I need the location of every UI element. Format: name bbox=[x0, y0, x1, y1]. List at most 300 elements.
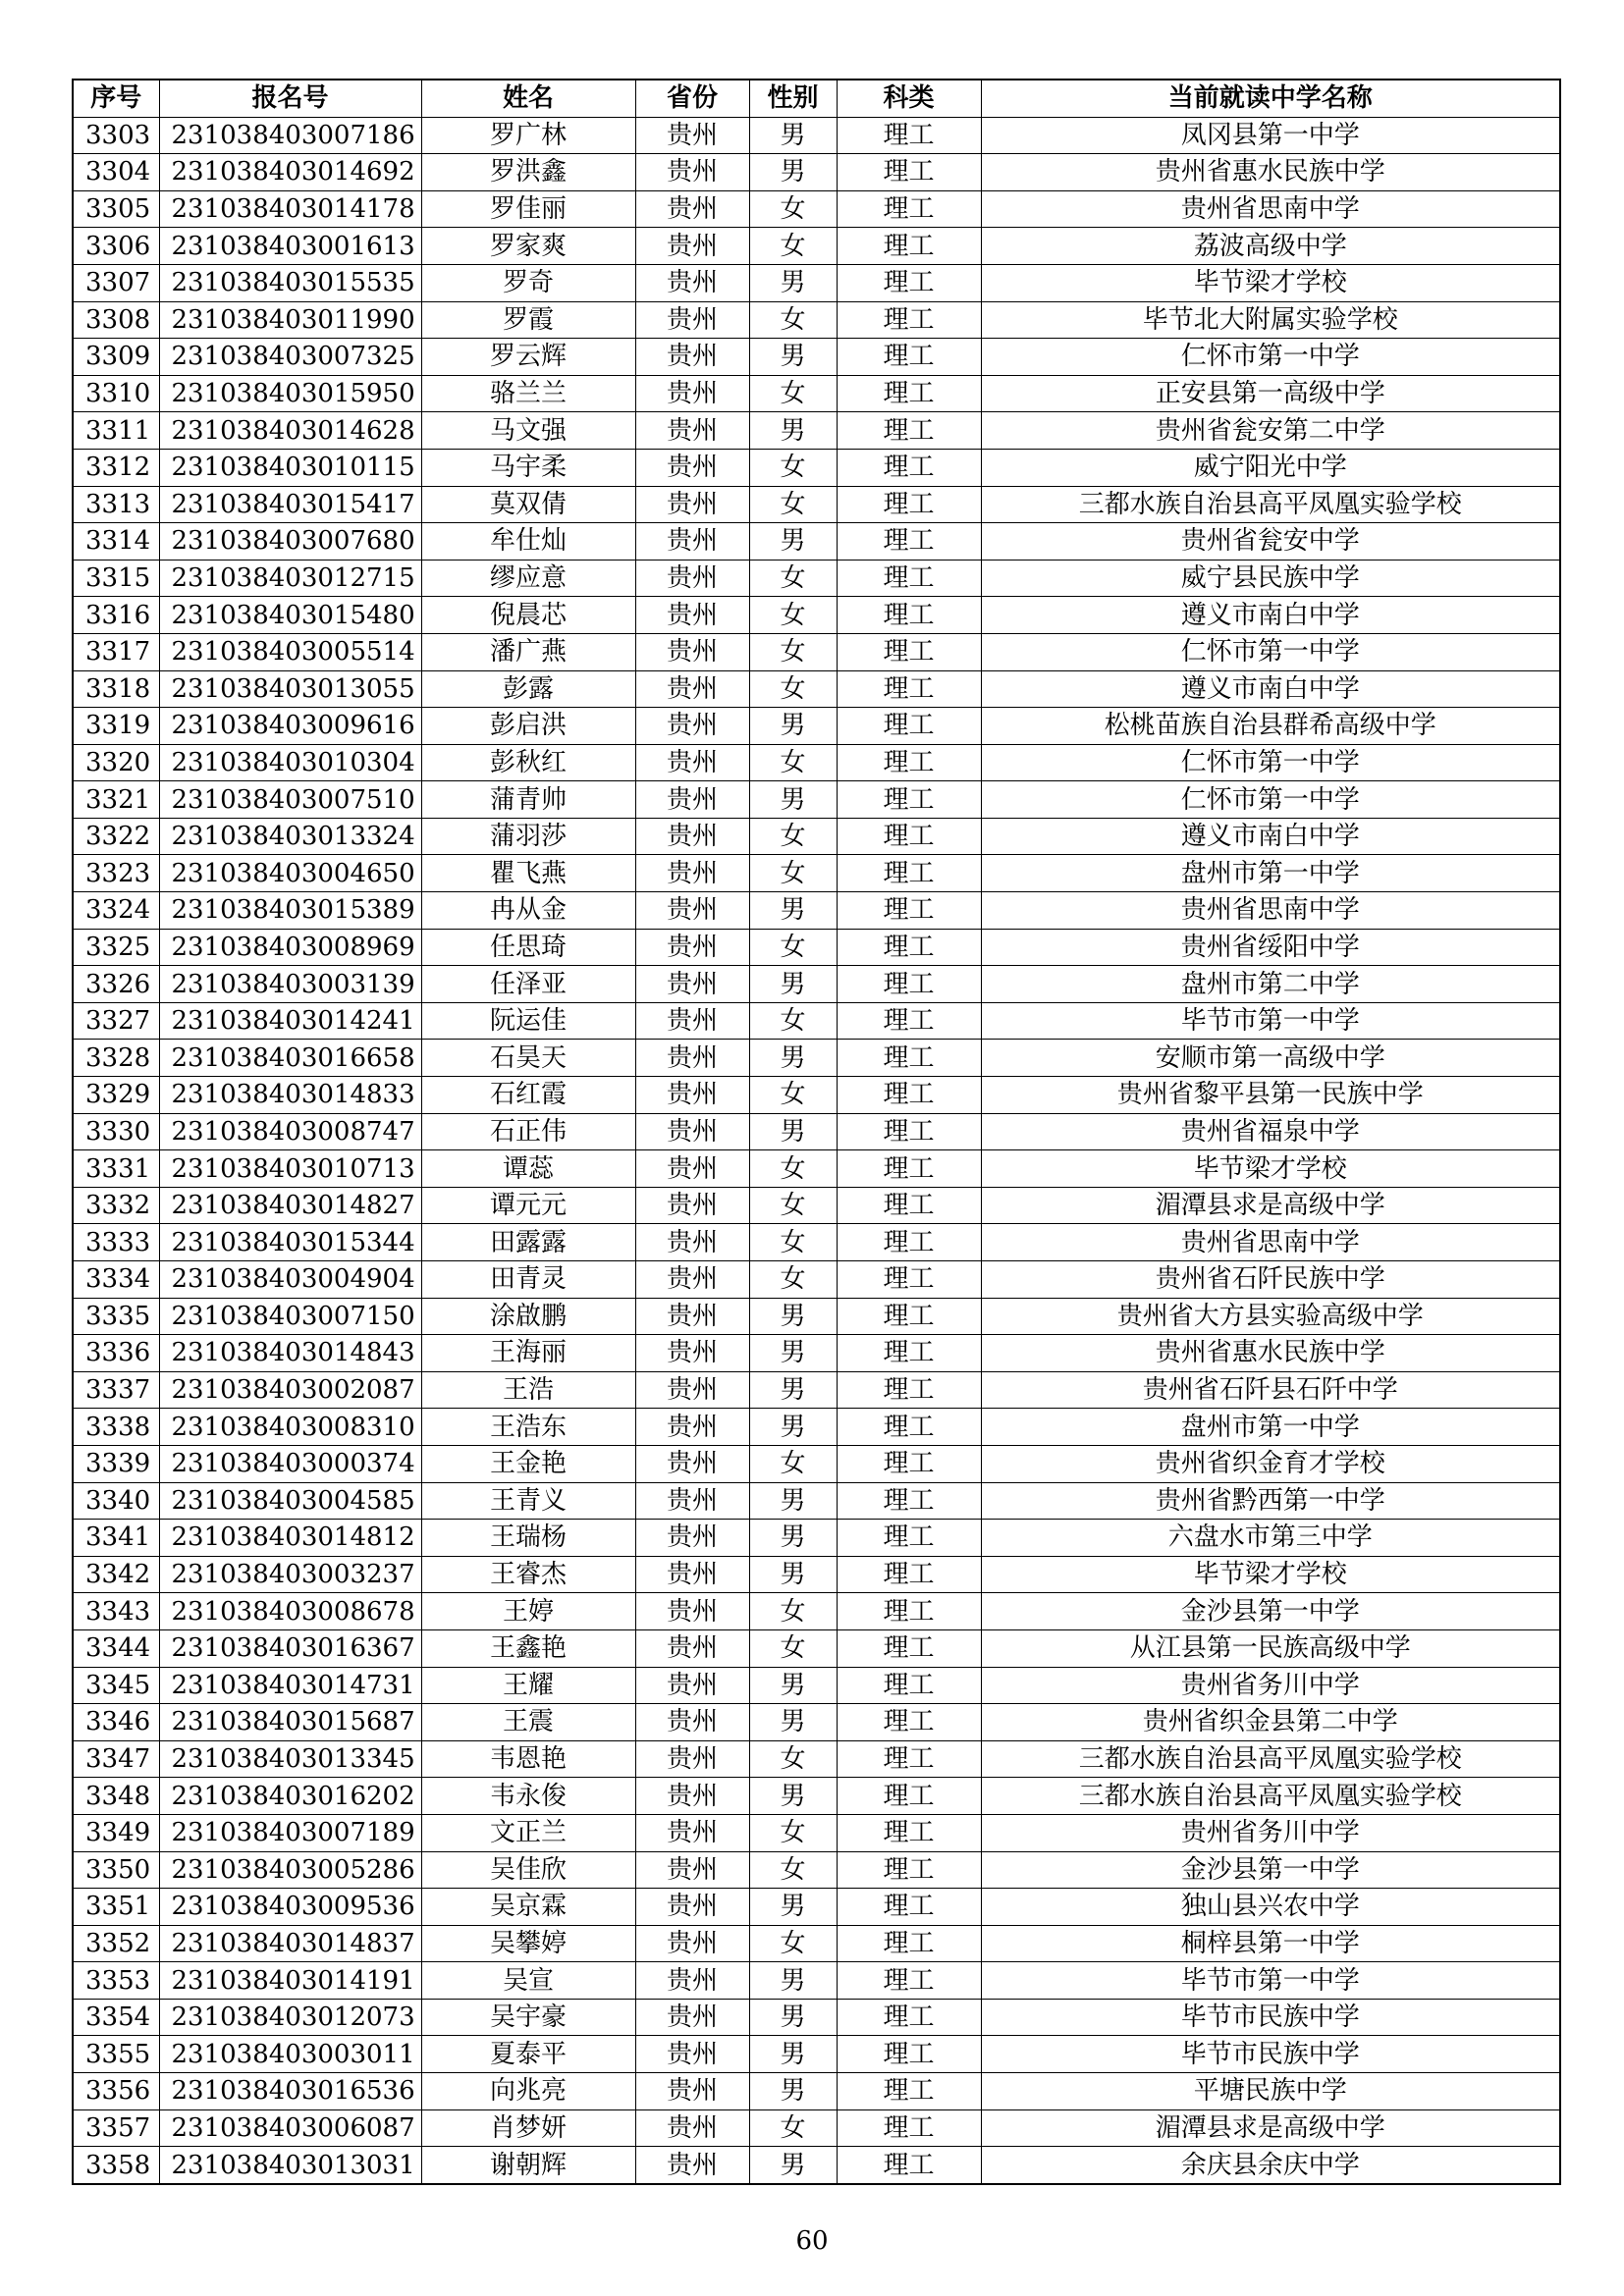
registration-number-cell: 231038403016367 bbox=[159, 1629, 421, 1667]
registration-number-cell: 231038403008310 bbox=[159, 1409, 421, 1446]
school-cell: 盘州市第一中学 bbox=[981, 855, 1560, 892]
gender-cell: 男 bbox=[749, 339, 837, 376]
school-cell: 贵州省务川中学 bbox=[981, 1667, 1560, 1704]
table-row bbox=[73, 1077, 1560, 1114]
registration-number-cell: 231038403016202 bbox=[159, 1778, 421, 1815]
province-cell: 贵州 bbox=[635, 1150, 749, 1188]
school-cell: 金沙县第一中学 bbox=[981, 1593, 1560, 1630]
province-cell: 贵州 bbox=[635, 966, 749, 1003]
name-cell: 文正兰 bbox=[421, 1814, 635, 1851]
name-cell: 蒲羽莎 bbox=[421, 818, 635, 855]
index-cell: 3309 bbox=[73, 339, 159, 376]
category-cell: 理工 bbox=[837, 1520, 981, 1557]
index-cell: 3342 bbox=[73, 1556, 159, 1593]
category-cell: 理工 bbox=[837, 708, 981, 745]
province-cell: 贵州 bbox=[635, 1740, 749, 1778]
school-cell: 毕节北大附属实验学校 bbox=[981, 301, 1560, 339]
school-cell: 贵州省织金育才学校 bbox=[981, 1445, 1560, 1482]
name-cell: 彭启洪 bbox=[421, 708, 635, 745]
category-cell: 理工 bbox=[837, 818, 981, 855]
gender-cell: 男 bbox=[749, 2036, 837, 2073]
table-row bbox=[73, 1593, 1560, 1630]
table-row bbox=[73, 301, 1560, 339]
registration-number-cell: 231038403014827 bbox=[159, 1187, 421, 1224]
index-cell: 3303 bbox=[73, 117, 159, 154]
category-cell: 理工 bbox=[837, 1150, 981, 1188]
school-cell: 遵义市南白中学 bbox=[981, 670, 1560, 708]
gender-cell: 男 bbox=[749, 1667, 837, 1704]
gender-cell: 男 bbox=[749, 2073, 837, 2110]
index-cell: 3334 bbox=[73, 1261, 159, 1299]
index-cell: 3337 bbox=[73, 1371, 159, 1409]
name-cell: 倪晨芯 bbox=[421, 597, 635, 634]
name-cell: 涂啟鹏 bbox=[421, 1298, 635, 1335]
table-row bbox=[73, 1925, 1560, 1962]
province-cell: 贵州 bbox=[635, 1261, 749, 1299]
header-gender: 性别 bbox=[749, 80, 837, 117]
name-cell: 王浩 bbox=[421, 1371, 635, 1409]
province-cell: 贵州 bbox=[635, 412, 749, 450]
category-cell: 理工 bbox=[837, 744, 981, 781]
registration-number-cell: 231038403014833 bbox=[159, 1077, 421, 1114]
table-row bbox=[73, 1445, 1560, 1482]
category-cell: 理工 bbox=[837, 2109, 981, 2147]
category-cell: 理工 bbox=[837, 486, 981, 523]
gender-cell: 男 bbox=[749, 2147, 837, 2184]
category-cell: 理工 bbox=[837, 301, 981, 339]
province-cell: 贵州 bbox=[635, 892, 749, 930]
name-cell: 王浩东 bbox=[421, 1409, 635, 1446]
registration-number-cell: 231038403015344 bbox=[159, 1224, 421, 1261]
school-cell: 凤冈县第一中学 bbox=[981, 117, 1560, 154]
name-cell: 王海丽 bbox=[421, 1335, 635, 1372]
province-cell: 贵州 bbox=[635, 855, 749, 892]
category-cell: 理工 bbox=[837, 375, 981, 412]
gender-cell: 女 bbox=[749, 1851, 837, 1889]
province-cell: 贵州 bbox=[635, 301, 749, 339]
index-cell: 3312 bbox=[73, 449, 159, 486]
gender-cell: 女 bbox=[749, 855, 837, 892]
province-cell: 贵州 bbox=[635, 449, 749, 486]
name-cell: 王震 bbox=[421, 1704, 635, 1741]
province-cell: 贵州 bbox=[635, 228, 749, 265]
registration-number-cell: 231038403004650 bbox=[159, 855, 421, 892]
gender-cell: 女 bbox=[749, 1445, 837, 1482]
gender-cell: 女 bbox=[749, 1002, 837, 1040]
province-cell: 贵州 bbox=[635, 486, 749, 523]
registration-number-cell: 231038403007510 bbox=[159, 781, 421, 819]
gender-cell: 女 bbox=[749, 1814, 837, 1851]
school-cell: 贵州省思南中学 bbox=[981, 190, 1560, 228]
table-body bbox=[73, 117, 1560, 2184]
school-cell: 遵义市南白中学 bbox=[981, 818, 1560, 855]
table-row bbox=[73, 1371, 1560, 1409]
registration-number-cell: 231038403007325 bbox=[159, 339, 421, 376]
gender-cell: 男 bbox=[749, 523, 837, 561]
province-cell: 贵州 bbox=[635, 1778, 749, 1815]
name-cell: 马文强 bbox=[421, 412, 635, 450]
school-cell: 贵州省思南中学 bbox=[981, 1224, 1560, 1261]
index-cell: 3328 bbox=[73, 1040, 159, 1077]
registration-number-cell: 231038403005514 bbox=[159, 633, 421, 670]
index-cell: 3313 bbox=[73, 486, 159, 523]
province-cell: 贵州 bbox=[635, 1409, 749, 1446]
province-cell: 贵州 bbox=[635, 1814, 749, 1851]
gender-cell: 男 bbox=[749, 1335, 837, 1372]
province-cell: 贵州 bbox=[635, 2073, 749, 2110]
registration-number-cell: 231038403014812 bbox=[159, 1520, 421, 1557]
table-row bbox=[73, 1482, 1560, 1520]
school-cell: 盘州市第二中学 bbox=[981, 966, 1560, 1003]
province-cell: 贵州 bbox=[635, 633, 749, 670]
category-cell: 理工 bbox=[837, 2036, 981, 2073]
registration-number-cell: 231038403001613 bbox=[159, 228, 421, 265]
table-row bbox=[73, 2147, 1560, 2184]
province-cell: 贵州 bbox=[635, 1667, 749, 1704]
index-cell: 3324 bbox=[73, 892, 159, 930]
province-cell: 贵州 bbox=[635, 597, 749, 634]
name-cell: 王青义 bbox=[421, 1482, 635, 1520]
category-cell: 理工 bbox=[837, 1851, 981, 1889]
category-cell: 理工 bbox=[837, 1335, 981, 1372]
table-row bbox=[73, 1335, 1560, 1372]
gender-cell: 男 bbox=[749, 1556, 837, 1593]
index-cell: 3308 bbox=[73, 301, 159, 339]
province-cell: 贵州 bbox=[635, 1002, 749, 1040]
registration-number-cell: 231038403004585 bbox=[159, 1482, 421, 1520]
registration-number-cell: 231038403007150 bbox=[159, 1298, 421, 1335]
gender-cell: 女 bbox=[749, 670, 837, 708]
category-cell: 理工 bbox=[837, 1224, 981, 1261]
province-cell: 贵州 bbox=[635, 818, 749, 855]
category-cell: 理工 bbox=[837, 855, 981, 892]
school-cell: 贵州省石阡县石阡中学 bbox=[981, 1371, 1560, 1409]
name-cell: 石红霞 bbox=[421, 1077, 635, 1114]
gender-cell: 女 bbox=[749, 486, 837, 523]
name-cell: 蒲青帅 bbox=[421, 781, 635, 819]
school-cell: 六盘水市第三中学 bbox=[981, 1520, 1560, 1557]
registration-number-cell: 231038403016536 bbox=[159, 2073, 421, 2110]
registration-number-cell: 231038403011990 bbox=[159, 301, 421, 339]
school-cell: 威宁县民族中学 bbox=[981, 560, 1560, 597]
province-cell: 贵州 bbox=[635, 560, 749, 597]
school-cell: 三都水族自治县高平凤凰实验学校 bbox=[981, 486, 1560, 523]
province-cell: 贵州 bbox=[635, 2036, 749, 2073]
table-row bbox=[73, 1851, 1560, 1889]
header-registration-number: 报名号 bbox=[159, 80, 421, 117]
gender-cell: 男 bbox=[749, 1298, 837, 1335]
registration-number-cell: 231038403015687 bbox=[159, 1704, 421, 1741]
table-row bbox=[73, 1040, 1560, 1077]
index-cell: 3323 bbox=[73, 855, 159, 892]
registration-number-cell: 231038403000374 bbox=[159, 1445, 421, 1482]
gender-cell: 女 bbox=[749, 597, 837, 634]
gender-cell: 女 bbox=[749, 818, 837, 855]
name-cell: 韦恩艳 bbox=[421, 1740, 635, 1778]
registration-number-cell: 231038403015480 bbox=[159, 597, 421, 634]
registration-number-cell: 231038403016658 bbox=[159, 1040, 421, 1077]
category-cell: 理工 bbox=[837, 1298, 981, 1335]
name-cell: 夏泰平 bbox=[421, 2036, 635, 2073]
school-cell: 毕节梁才学校 bbox=[981, 1556, 1560, 1593]
category-cell: 理工 bbox=[837, 1113, 981, 1150]
table-row bbox=[73, 486, 1560, 523]
name-cell: 彭露 bbox=[421, 670, 635, 708]
category-cell: 理工 bbox=[837, 1040, 981, 1077]
school-cell: 贵州省惠水民族中学 bbox=[981, 154, 1560, 191]
province-cell: 贵州 bbox=[635, 523, 749, 561]
province-cell: 贵州 bbox=[635, 2147, 749, 2184]
name-cell: 吴攀婷 bbox=[421, 1925, 635, 1962]
name-cell: 王耀 bbox=[421, 1667, 635, 1704]
gender-cell: 女 bbox=[749, 1261, 837, 1299]
table-row bbox=[73, 1814, 1560, 1851]
category-cell: 理工 bbox=[837, 560, 981, 597]
name-cell: 马宇柔 bbox=[421, 449, 635, 486]
gender-cell: 女 bbox=[749, 228, 837, 265]
registration-number-cell: 231038403014837 bbox=[159, 1925, 421, 1962]
index-cell: 3322 bbox=[73, 818, 159, 855]
registration-number-cell: 231038403015535 bbox=[159, 264, 421, 301]
registration-number-cell: 231038403014843 bbox=[159, 1335, 421, 1372]
school-cell: 贵州省绥阳中学 bbox=[981, 929, 1560, 966]
province-cell: 贵州 bbox=[635, 708, 749, 745]
index-cell: 3349 bbox=[73, 1814, 159, 1851]
province-cell: 贵州 bbox=[635, 1999, 749, 2036]
name-cell: 任泽亚 bbox=[421, 966, 635, 1003]
category-cell: 理工 bbox=[837, 1002, 981, 1040]
registration-number-cell: 231038403003237 bbox=[159, 1556, 421, 1593]
province-cell: 贵州 bbox=[635, 670, 749, 708]
gender-cell: 女 bbox=[749, 1593, 837, 1630]
name-cell: 罗佳丽 bbox=[421, 190, 635, 228]
name-cell: 阮运佳 bbox=[421, 1002, 635, 1040]
gender-cell: 女 bbox=[749, 190, 837, 228]
name-cell: 任思琦 bbox=[421, 929, 635, 966]
gender-cell: 女 bbox=[749, 375, 837, 412]
registration-number-cell: 231038403007680 bbox=[159, 523, 421, 561]
index-cell: 3332 bbox=[73, 1187, 159, 1224]
table-row bbox=[73, 264, 1560, 301]
registration-number-cell: 231038403015417 bbox=[159, 486, 421, 523]
school-cell: 荔波高级中学 bbox=[981, 228, 1560, 265]
index-cell: 3338 bbox=[73, 1409, 159, 1446]
registration-number-cell: 231038403010115 bbox=[159, 449, 421, 486]
category-cell: 理工 bbox=[837, 1962, 981, 2000]
gender-cell: 男 bbox=[749, 1520, 837, 1557]
category-cell: 理工 bbox=[837, 1445, 981, 1482]
index-cell: 3305 bbox=[73, 190, 159, 228]
province-cell: 贵州 bbox=[635, 2109, 749, 2147]
gender-cell: 男 bbox=[749, 1889, 837, 1926]
name-cell: 吴佳欣 bbox=[421, 1851, 635, 1889]
index-cell: 3327 bbox=[73, 1002, 159, 1040]
table-row bbox=[73, 708, 1560, 745]
registration-number-cell: 231038403014628 bbox=[159, 412, 421, 450]
index-cell: 3331 bbox=[73, 1150, 159, 1188]
registration-number-cell: 231038403013055 bbox=[159, 670, 421, 708]
province-cell: 贵州 bbox=[635, 264, 749, 301]
province-cell: 贵州 bbox=[635, 781, 749, 819]
category-cell: 理工 bbox=[837, 966, 981, 1003]
school-cell: 贵州省织金县第二中学 bbox=[981, 1704, 1560, 1741]
province-cell: 贵州 bbox=[635, 1629, 749, 1667]
table-row bbox=[73, 560, 1560, 597]
index-cell: 3333 bbox=[73, 1224, 159, 1261]
page-number: 60 bbox=[795, 2226, 829, 2256]
registration-number-cell: 231038403013345 bbox=[159, 1740, 421, 1778]
name-cell: 田露露 bbox=[421, 1224, 635, 1261]
province-cell: 贵州 bbox=[635, 117, 749, 154]
gender-cell: 女 bbox=[749, 1224, 837, 1261]
school-cell: 三都水族自治县高平凤凰实验学校 bbox=[981, 1740, 1560, 1778]
gender-cell: 男 bbox=[749, 264, 837, 301]
gender-cell: 男 bbox=[749, 154, 837, 191]
index-cell: 3353 bbox=[73, 1962, 159, 2000]
gender-cell: 男 bbox=[749, 781, 837, 819]
table-row bbox=[73, 154, 1560, 191]
table-row bbox=[73, 375, 1560, 412]
registration-number-cell: 231038403007186 bbox=[159, 117, 421, 154]
category-cell: 理工 bbox=[837, 781, 981, 819]
category-cell: 理工 bbox=[837, 1740, 981, 1778]
name-cell: 王金艳 bbox=[421, 1445, 635, 1482]
school-cell: 从江县第一民族高级中学 bbox=[981, 1629, 1560, 1667]
gender-cell: 男 bbox=[749, 892, 837, 930]
school-cell: 贵州省思南中学 bbox=[981, 892, 1560, 930]
table-row bbox=[73, 2073, 1560, 2110]
header-index: 序号 bbox=[73, 80, 159, 117]
name-cell: 田青灵 bbox=[421, 1261, 635, 1299]
province-cell: 贵州 bbox=[635, 1298, 749, 1335]
province-cell: 贵州 bbox=[635, 1889, 749, 1926]
school-cell: 仁怀市第一中学 bbox=[981, 339, 1560, 376]
table-row bbox=[73, 1667, 1560, 1704]
name-cell: 王婷 bbox=[421, 1593, 635, 1630]
name-cell: 罗广林 bbox=[421, 117, 635, 154]
gender-cell: 女 bbox=[749, 744, 837, 781]
gender-cell: 女 bbox=[749, 1925, 837, 1962]
name-cell: 彭秋红 bbox=[421, 744, 635, 781]
category-cell: 理工 bbox=[837, 1077, 981, 1114]
table-row bbox=[73, 1002, 1560, 1040]
school-cell: 湄潭县求是高级中学 bbox=[981, 2109, 1560, 2147]
category-cell: 理工 bbox=[837, 2073, 981, 2110]
index-cell: 3317 bbox=[73, 633, 159, 670]
gender-cell: 男 bbox=[749, 1113, 837, 1150]
school-cell: 正安县第一高级中学 bbox=[981, 375, 1560, 412]
category-cell: 理工 bbox=[837, 154, 981, 191]
category-cell: 理工 bbox=[837, 1371, 981, 1409]
school-cell: 毕节梁才学校 bbox=[981, 264, 1560, 301]
registration-number-cell: 231038403006087 bbox=[159, 2109, 421, 2147]
table-row bbox=[73, 449, 1560, 486]
gender-cell: 女 bbox=[749, 449, 837, 486]
province-cell: 贵州 bbox=[635, 1113, 749, 1150]
category-cell: 理工 bbox=[837, 412, 981, 450]
name-cell: 韦永俊 bbox=[421, 1778, 635, 1815]
index-cell: 3350 bbox=[73, 1851, 159, 1889]
registration-number-cell: 231038403014692 bbox=[159, 154, 421, 191]
province-cell: 贵州 bbox=[635, 375, 749, 412]
registration-number-cell: 231038403014178 bbox=[159, 190, 421, 228]
table-row bbox=[73, 744, 1560, 781]
category-cell: 理工 bbox=[837, 1889, 981, 1926]
table-row bbox=[73, 1261, 1560, 1299]
index-cell: 3352 bbox=[73, 1925, 159, 1962]
index-cell: 3358 bbox=[73, 2147, 159, 2184]
province-cell: 贵州 bbox=[635, 1851, 749, 1889]
province-cell: 贵州 bbox=[635, 1371, 749, 1409]
registration-number-cell: 231038403010713 bbox=[159, 1150, 421, 1188]
registration-number-cell: 231038403014191 bbox=[159, 1962, 421, 2000]
table-row bbox=[73, 597, 1560, 634]
index-cell: 3321 bbox=[73, 781, 159, 819]
name-cell: 向兆亮 bbox=[421, 2073, 635, 2110]
name-cell: 罗家爽 bbox=[421, 228, 635, 265]
index-cell: 3347 bbox=[73, 1740, 159, 1778]
category-cell: 理工 bbox=[837, 523, 981, 561]
index-cell: 3310 bbox=[73, 375, 159, 412]
gender-cell: 男 bbox=[749, 117, 837, 154]
category-cell: 理工 bbox=[837, 1667, 981, 1704]
name-cell: 王瑞杨 bbox=[421, 1520, 635, 1557]
gender-cell: 女 bbox=[749, 1077, 837, 1114]
school-cell: 贵州省惠水民族中学 bbox=[981, 1335, 1560, 1372]
gender-cell: 男 bbox=[749, 1040, 837, 1077]
school-cell: 湄潭县求是高级中学 bbox=[981, 1187, 1560, 1224]
table-row bbox=[73, 1150, 1560, 1188]
category-cell: 理工 bbox=[837, 1704, 981, 1741]
registration-number-cell: 231038403008747 bbox=[159, 1113, 421, 1150]
table-row bbox=[73, 339, 1560, 376]
table-row bbox=[73, 2036, 1560, 2073]
index-cell: 3314 bbox=[73, 523, 159, 561]
school-cell: 遵义市南白中学 bbox=[981, 597, 1560, 634]
category-cell: 理工 bbox=[837, 633, 981, 670]
school-cell: 仁怀市第一中学 bbox=[981, 781, 1560, 819]
province-cell: 贵州 bbox=[635, 744, 749, 781]
gender-cell: 男 bbox=[749, 1371, 837, 1409]
province-cell: 贵州 bbox=[635, 1520, 749, 1557]
province-cell: 贵州 bbox=[635, 1224, 749, 1261]
category-cell: 理工 bbox=[837, 1556, 981, 1593]
gender-cell: 女 bbox=[749, 560, 837, 597]
category-cell: 理工 bbox=[837, 1629, 981, 1667]
school-cell: 贵州省瓮安中学 bbox=[981, 523, 1560, 561]
registration-number-cell: 231038403012715 bbox=[159, 560, 421, 597]
header-school: 当前就读中学名称 bbox=[981, 80, 1560, 117]
index-cell: 3320 bbox=[73, 744, 159, 781]
registration-number-cell: 231038403013324 bbox=[159, 818, 421, 855]
name-cell: 肖梦妍 bbox=[421, 2109, 635, 2147]
school-cell: 贵州省黎平县第一民族中学 bbox=[981, 1077, 1560, 1114]
registration-number-cell: 231038403014731 bbox=[159, 1667, 421, 1704]
index-cell: 3340 bbox=[73, 1482, 159, 1520]
registration-number-cell: 231038403005286 bbox=[159, 1851, 421, 1889]
school-cell: 贵州省福泉中学 bbox=[981, 1113, 1560, 1150]
province-cell: 贵州 bbox=[635, 929, 749, 966]
school-cell: 桐梓县第一中学 bbox=[981, 1925, 1560, 1962]
school-cell: 松桃苗族自治县群希高级中学 bbox=[981, 708, 1560, 745]
table-row bbox=[73, 1962, 1560, 2000]
name-cell: 瞿飞燕 bbox=[421, 855, 635, 892]
gender-cell: 男 bbox=[749, 708, 837, 745]
school-cell: 金沙县第一中学 bbox=[981, 1851, 1560, 1889]
table-row bbox=[73, 1778, 1560, 1815]
school-cell: 贵州省大方县实验高级中学 bbox=[981, 1298, 1560, 1335]
school-cell: 贵州省务川中学 bbox=[981, 1814, 1560, 1851]
